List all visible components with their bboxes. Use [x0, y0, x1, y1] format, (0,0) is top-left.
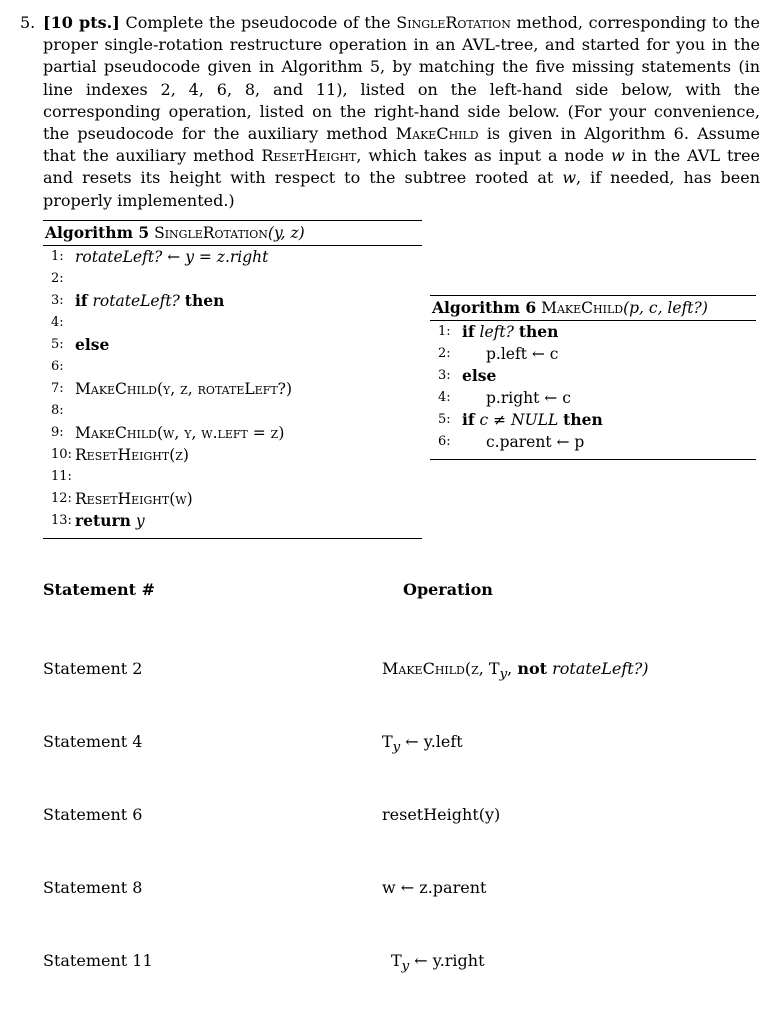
line-code	[462, 409, 603, 431]
line-number: 1:	[51, 249, 64, 264]
algorithm-5-line	[43, 466, 422, 488]
line-number: 6:	[51, 359, 64, 374]
problem-text: Complete the pseudocode of the	[125, 13, 391, 32]
operation-label	[382, 878, 486, 897]
problem-text: is given in Algorithm 6. Assume that the auxiliary method	[43, 124, 760, 166]
statement-label: Statement 2	[43, 659, 143, 678]
line-code	[75, 290, 224, 312]
line-number: 4:	[438, 390, 451, 405]
code-text: c ≠ NULL	[479, 411, 559, 429]
algorithm-6-line	[430, 409, 756, 431]
line-number: 7:	[51, 381, 64, 396]
line-number: 13:	[51, 513, 72, 528]
line-number: 6:	[438, 434, 451, 449]
statement-label: Statement 8	[43, 878, 143, 897]
line-number: 4:	[51, 315, 64, 330]
problem-text: in the AVL tree and resets its height with respect to the subtree rooted at	[43, 146, 761, 188]
algorithm-name: SingleRotation	[154, 224, 268, 242]
code-text: MakeChild(y, z, rotateLeft?)	[75, 380, 293, 398]
algorithm-5-line	[43, 488, 422, 510]
statement-label: Statement 4	[43, 732, 143, 751]
operation-subscript: y	[401, 959, 410, 975]
operation-text: T	[391, 951, 402, 970]
algorithm-params: (p, c, left?)	[623, 299, 708, 317]
algorithm-5-line	[43, 246, 422, 268]
code-text: ResetHeight(w)	[75, 490, 193, 508]
keyword: if	[462, 410, 475, 429]
code-text: y	[135, 512, 145, 530]
algorithm-5-lines	[43, 246, 422, 532]
algorithm-5-line	[43, 378, 422, 400]
operation-label	[382, 659, 649, 682]
algorithm-6-line	[430, 321, 756, 343]
algorithm-6-line	[430, 431, 756, 453]
line-code	[462, 365, 496, 387]
operation-label	[391, 951, 485, 974]
algorithm-name: MakeChild	[541, 299, 624, 317]
operation-text: w ← z.parent	[382, 878, 487, 897]
method-name: ResetHeight	[261, 146, 357, 166]
algorithm-5-line	[43, 444, 422, 466]
line-code	[486, 387, 571, 409]
problem-points: [10 pts.]	[43, 13, 120, 32]
code-text: ResetHeight(z)	[75, 446, 189, 464]
line-number: 1:	[438, 324, 451, 339]
line-number: 2:	[438, 346, 451, 361]
algorithm-6-rule	[430, 453, 756, 460]
statement-label: Statement 6	[43, 805, 143, 824]
operation-text: MakeChild(z, T	[382, 659, 500, 678]
algorithm-5-line	[43, 290, 422, 312]
line-number: 8:	[51, 403, 64, 418]
keyword: else	[462, 366, 497, 385]
problem-number: 5.	[20, 13, 36, 32]
line-number: 2:	[51, 271, 64, 286]
line-code	[462, 321, 558, 343]
line-code	[75, 334, 109, 356]
code-text: MakeChild(w, y, w.left = z)	[75, 424, 285, 442]
line-number: 5:	[438, 412, 451, 427]
line-number: 3:	[438, 368, 451, 383]
algorithm-5-header	[43, 220, 422, 246]
method-name: SingleRotation	[396, 13, 511, 32]
keyword: then	[518, 322, 559, 341]
line-number: 12:	[51, 491, 72, 506]
keyword: then	[184, 291, 225, 310]
line-code	[75, 246, 268, 268]
operation-text: rotateLeft?)	[547, 659, 649, 678]
line-number: 11:	[51, 469, 72, 484]
algorithm-6-lines	[430, 321, 756, 453]
algorithm-5-rule	[43, 532, 422, 539]
operation-subscript: y	[499, 667, 508, 683]
line-code	[486, 431, 584, 453]
algorithm-6-header	[430, 295, 756, 321]
algorithm-6-line	[430, 365, 756, 387]
algorithm-5-line	[43, 400, 422, 422]
algorithm-5	[43, 220, 422, 539]
algorithm-5-line	[43, 422, 422, 444]
algorithm-5-line	[43, 268, 422, 290]
line-number: 9:	[51, 425, 64, 440]
operation-text: T	[382, 732, 393, 751]
line-code	[75, 488, 193, 510]
keyword: return	[75, 511, 131, 530]
problem-text: , which takes as input a node	[356, 146, 605, 166]
line-code	[75, 444, 189, 466]
problem-text: , if needed, has been properly implemented.)	[43, 168, 761, 210]
algorithm-6-line	[430, 387, 756, 409]
keyword: if	[75, 291, 88, 310]
line-number: 10:	[51, 447, 72, 462]
statement-header: Statement #	[43, 580, 155, 599]
algorithm-5-line	[43, 334, 422, 356]
operation-label	[382, 805, 500, 824]
operation-header: Operation	[403, 580, 493, 599]
line-code	[75, 510, 145, 532]
operation-text: ← y.right	[409, 951, 485, 970]
code-text: rotateLeft?	[92, 292, 180, 310]
statement-label: Statement 11	[43, 951, 153, 970]
algorithm-label: Algorithm 5	[45, 223, 150, 242]
operation-text: resetHeight(y)	[382, 805, 501, 824]
code-text: c.parent ← p	[486, 433, 585, 451]
keyword: if	[462, 322, 475, 341]
code-text: rotateLeft? ← y = z.right	[75, 248, 269, 266]
operation-text: ← y.left	[400, 732, 463, 751]
line-code	[75, 422, 284, 444]
keyword: not	[517, 659, 548, 678]
algorithm-label: Algorithm 6	[432, 298, 537, 317]
code-text: p.left ← c	[486, 345, 559, 363]
operation-subscript: y	[392, 740, 401, 756]
keyword: else	[75, 335, 110, 354]
algorithm-params: (y, z)	[267, 224, 305, 242]
problem-body	[43, 12, 760, 212]
problem-text: method, corresponding to the proper single-rotation restructure operation in an AVL-tree, and started for you in the partial pseudocode given in Algorithm 5, by matching the five missing statements (in line indexes 2, 4, 6, 8, and 11), listed on the left-hand side below, with the corresponding operation, listed on the right-hand side below. (For your convenience, the pseudocode for the auxiliary method	[43, 13, 760, 144]
line-number: 5:	[51, 337, 64, 352]
problem-statement	[20, 12, 760, 212]
code-text: p.right ← c	[486, 389, 571, 407]
algorithm-5-line	[43, 356, 422, 378]
variable: w	[611, 146, 625, 166]
line-code	[486, 343, 558, 365]
operation-label	[382, 732, 463, 755]
algorithm-6-line	[430, 343, 756, 365]
variable: w	[562, 168, 577, 188]
algorithm-6	[430, 295, 756, 460]
operation-text: ,	[507, 659, 518, 678]
algorithm-5-line	[43, 510, 422, 532]
algorithm-5-line	[43, 312, 422, 334]
line-code	[75, 378, 292, 400]
code-text: left?	[479, 323, 514, 341]
method-name: MakeChild	[395, 124, 479, 144]
keyword: then	[563, 410, 603, 429]
line-number: 3:	[51, 293, 64, 308]
